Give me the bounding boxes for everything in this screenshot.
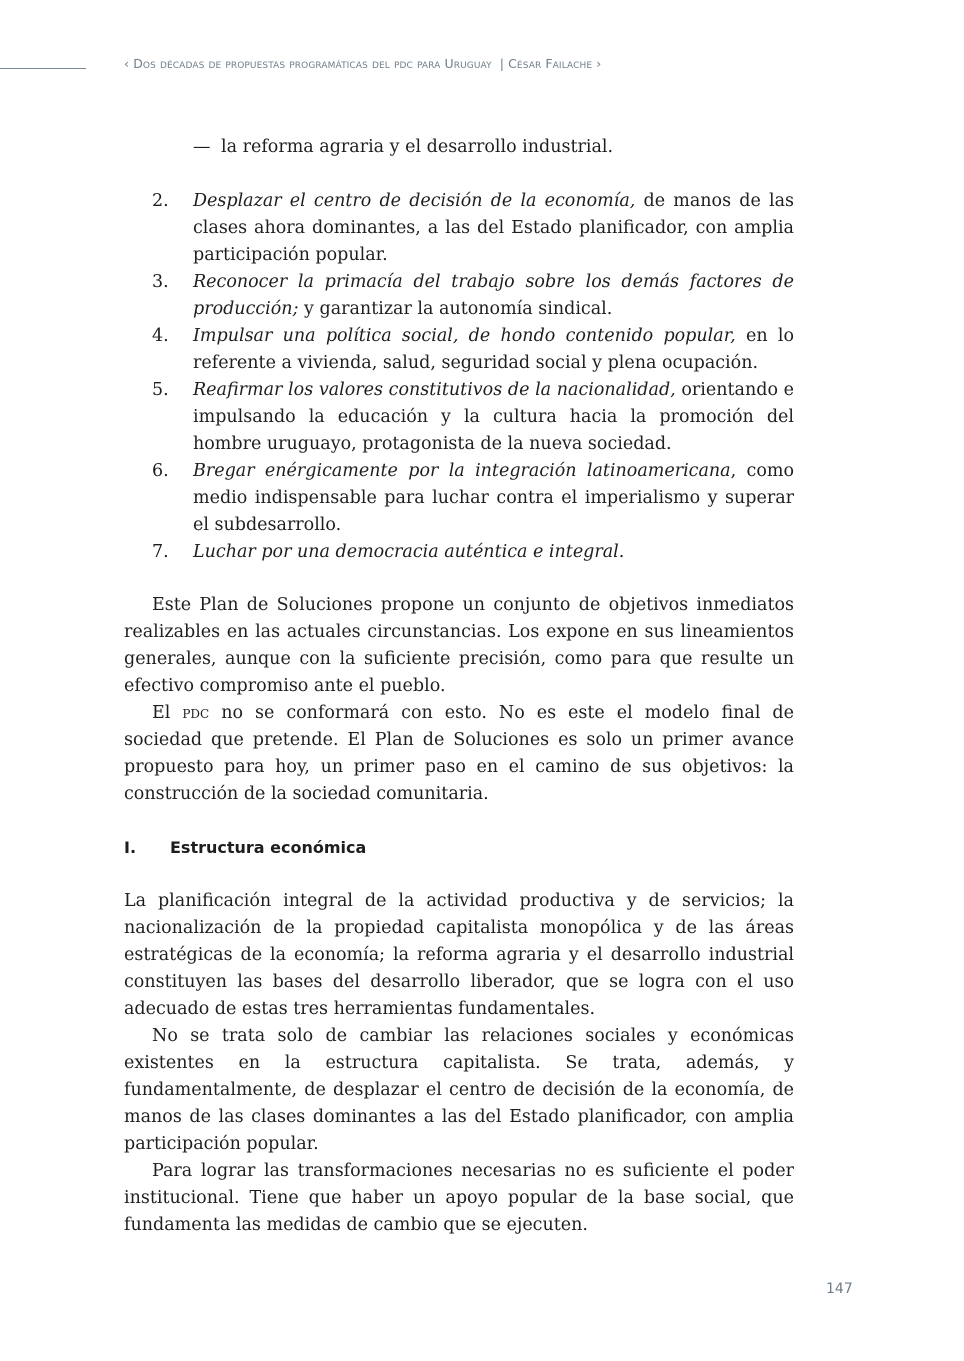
header-separator: | [499,56,505,71]
section-heading [124,836,366,860]
list-item-emphasis: Reconocer la primacía del trabajo sobre los demás factores de producción; [193,272,794,319]
list-item-number: 6. [152,461,169,481]
list-item-text: , como medio indispensable para luchar contra el imperialismo y superar el subdesarrollo. [193,461,794,535]
header-rule [0,68,86,69]
numbered-list [152,188,794,566]
paragraph: Este Plan de Soluciones propone un conjunto de objetivos inmediatos realizables en las actuales circunstancias. Los expone en sus lineamientos generales, aunque con la suficiente precisión, como para que resulte un efectivo compromiso ante el pueblo. [124,595,794,696]
list-item [152,188,794,269]
list-item-number: 4. [152,326,169,346]
body-section [124,888,794,1239]
list-item-number: 7. [152,542,169,562]
list-item-emphasis: Impulsar una política social, de hondo contenido popular, [193,326,736,346]
paragraph: Para lograr las transformaciones necesarias no es suficiente el poder institucional. Tiene que haber un apoyo popular de la base social, que fundamenta las medidas de cambio que se ejecuten. [124,1161,794,1235]
intro-section [124,592,794,808]
page-number: 147 [826,1281,853,1297]
paragraph-text: El [152,703,183,723]
running-header [124,56,844,71]
dash-marker: — [193,137,211,157]
list-item-emphasis: Desplazar el centro de decisión de la economía, [193,191,636,211]
section-numeral: I. [124,838,137,857]
acronym: pdc [182,703,210,723]
paragraph: No se trata solo de cambiar las relaciones sociales y económicas existentes en la estructura capitalista. Se trata, además, y fundamentalmente, de desplazar el centro de decisión de la economía, de manos de las clases dominantes a las del Estado planificador, con amplia participación popular. [124,1026,794,1154]
dash-list-item [193,134,613,161]
list-item [152,377,794,458]
header-book-title: Dos décadas de propuestas programáticas del pdc para Uruguay [133,56,492,71]
list-item [152,539,794,566]
list-item-text: y garantizar la autonomía sindical. [298,299,613,319]
paragraph [124,700,794,808]
list-item-emphasis: Luchar por una democracia auténtica e integral [193,542,619,562]
dash-item-text: la reforma agraria y el desarrollo industrial. [221,137,614,157]
list-item-emphasis: Bregar enérgicamente por la integración latinoamericana [193,461,731,481]
list-item-emphasis: Reafirmar los valores constitutivos de la nacionalidad, [193,380,676,400]
list-item-number: 2. [152,191,169,211]
header-left-bracket: ‹ [124,56,130,71]
paragraph: La planificación integral de la actividad productiva y de servicios; la nacionalización de la propiedad capitalista monopólica y de las áreas estratégicas de la economía; la reforma agraria y el desarrollo industrial constituyen las bases del desarrollo liberador, que se logra con el uso adecuado de estas tres herramientas fundamentales. [124,891,794,1019]
paragraph-text: no se conformará con esto. No es este el modelo final de sociedad que pretende. El Plan de Soluciones es solo un primer avance propuesto para hoy, un primer paso en el camino de sus objetivos: la construcción de la sociedad comunitaria. [124,703,794,804]
list-item-number: 3. [152,272,169,292]
list-item-text: de manos de las clases ahora dominantes, a las del Estado planificador, con amplia participación popular. [193,191,794,265]
list-item [152,458,794,539]
list-item [152,323,794,377]
list-item-text: orientando e impulsando la educación y la cultura hacia la promoción del hombre uruguayo, protagonista de la nueva sociedad. [193,380,794,454]
header-author: César Failache [508,56,593,71]
list-item-number: 5. [152,380,169,400]
list-item-text: . [618,542,625,562]
header-right-bracket: › [596,56,602,71]
list-item [152,269,794,323]
list-item-text: en lo referente a vivienda, salud, seguridad social y plena ocupación. [193,326,794,373]
section-title: Estructura económica [170,838,367,857]
